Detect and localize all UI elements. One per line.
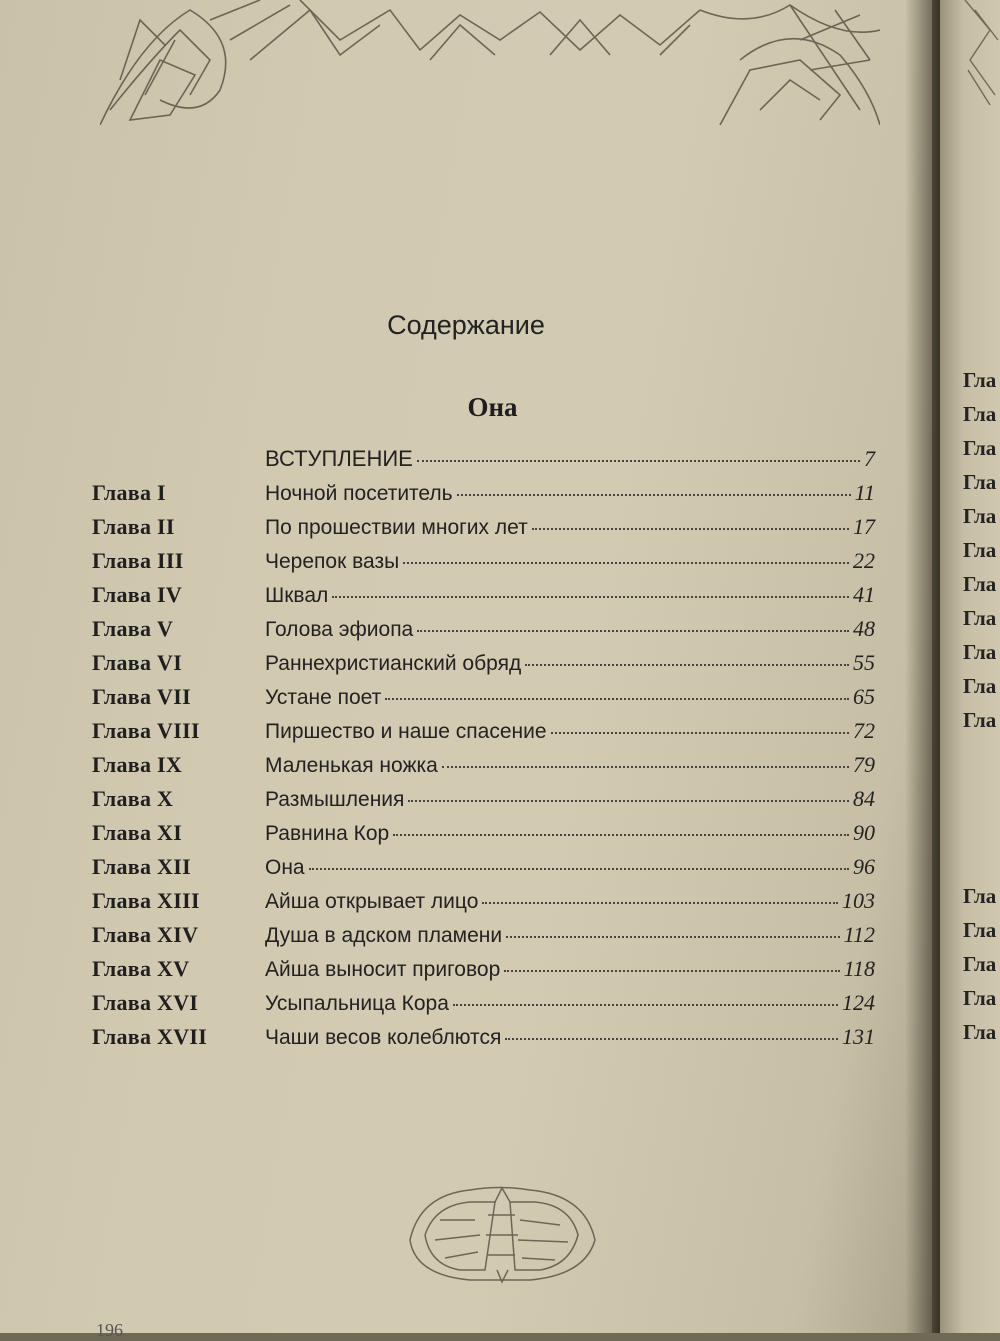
- dot-leader: [551, 732, 849, 734]
- toc-entry: [265, 548, 875, 574]
- chapter-title: Равнина Кор: [265, 822, 390, 845]
- chapter-page: 90: [853, 820, 875, 845]
- book-title: Она: [467, 392, 518, 422]
- chapter-title: Устане поет: [265, 686, 382, 709]
- chapter-number: Глава XI: [92, 820, 183, 845]
- chapter-number: Глава VI: [92, 650, 183, 675]
- adjacent-label: Гла: [963, 986, 997, 1010]
- chapter-title: По прошествии многих лет: [265, 516, 528, 539]
- adjacent-label: Гла: [963, 708, 997, 732]
- toc-row[interactable]: [0, 582, 932, 614]
- chapter-number: Глава XVI: [92, 990, 199, 1015]
- chapter-title: Усыпальница Кора: [265, 992, 449, 1015]
- dot-leader: [417, 630, 849, 632]
- adjacent-label: Гла: [963, 606, 997, 630]
- dot-leader: [482, 902, 838, 904]
- chapter-page: 17: [853, 514, 875, 539]
- chapter-title: Маленькая ножка: [265, 754, 438, 777]
- chapter-page: 84: [853, 786, 875, 811]
- chapter-page: 96: [853, 854, 875, 879]
- toc-row[interactable]: [0, 854, 932, 886]
- page-number: 196: [96, 1320, 123, 1340]
- chapter-title: Размышления: [265, 788, 405, 811]
- chapter-number: Глава V: [92, 616, 174, 641]
- toc-row[interactable]: [0, 616, 932, 648]
- dot-leader: [393, 834, 849, 836]
- chapter-page: 103: [842, 888, 875, 913]
- chapter-title: Черепок вазы: [265, 550, 400, 573]
- toc-row[interactable]: [0, 888, 932, 920]
- toc-entry: [265, 820, 875, 846]
- intro-page: 7: [864, 446, 875, 471]
- toc-entry: [265, 1024, 875, 1050]
- toc-entry: [265, 888, 875, 914]
- chapter-title: Душа в адском пламени: [265, 924, 503, 947]
- adjacent-label: Гла: [963, 402, 997, 426]
- chapter-number: Глава I: [92, 480, 166, 505]
- chapter-title: Шквал: [265, 584, 329, 607]
- dot-leader: [525, 664, 849, 666]
- toc-row[interactable]: [0, 548, 932, 580]
- toc-intro-entry[interactable]: [265, 446, 875, 476]
- toc-entry: [265, 650, 875, 676]
- chapter-number: Глава XII: [92, 854, 191, 879]
- chapter-number: Глава III: [92, 548, 184, 573]
- chapter-title: Она: [265, 856, 305, 879]
- bottom-ornament: [400, 1180, 600, 1285]
- chapter-number: Глава VII: [92, 684, 191, 709]
- chapter-title: Голова эфиопа: [265, 618, 414, 641]
- toc-row[interactable]: [0, 990, 932, 1022]
- toc-row[interactable]: [0, 718, 932, 750]
- chapter-title: Ночной посетитель: [265, 482, 453, 505]
- toc-entry: [265, 718, 875, 744]
- toc-entry: [265, 786, 875, 812]
- adjacent-label: Гла: [963, 470, 997, 494]
- toc-row[interactable]: [0, 956, 932, 988]
- dot-leader: [457, 494, 851, 496]
- chapter-page: 41: [853, 582, 875, 607]
- dot-leader: [506, 936, 840, 938]
- toc-row[interactable]: [0, 514, 932, 546]
- chapter-page: 124: [842, 990, 875, 1015]
- dot-leader: [504, 970, 839, 972]
- toc-entry: [265, 616, 875, 642]
- toc-entry: [265, 956, 875, 982]
- chapter-number: Глава XIII: [92, 888, 200, 913]
- toc-entry: [265, 684, 875, 710]
- dot-leader: [403, 562, 849, 564]
- chapter-number: Глава IX: [92, 752, 183, 777]
- dot-leader: [442, 766, 849, 768]
- toc-row[interactable]: [0, 650, 932, 682]
- toc-row[interactable]: [0, 922, 932, 954]
- chapter-page: 48: [853, 616, 875, 641]
- chapter-number: Глава XIV: [92, 922, 199, 947]
- chapter-title: Айша открывает лицо: [265, 890, 479, 913]
- gutter-shadow: [905, 0, 945, 1333]
- chapter-title: Айша выносит приговор: [265, 958, 501, 981]
- toc-entry: [265, 854, 875, 880]
- dot-leader: [417, 460, 860, 462]
- chapter-page: 118: [843, 956, 875, 981]
- chapter-page: 22: [853, 548, 875, 573]
- chapter-number: Глава XVII: [92, 1024, 208, 1049]
- adjacent-label: Гла: [963, 572, 997, 596]
- dot-leader: [309, 868, 849, 870]
- top-ornament-border: [100, 0, 880, 125]
- toc-entry: [265, 922, 875, 948]
- adjacent-label: Гла: [963, 640, 997, 664]
- chapter-page: 65: [853, 684, 875, 709]
- chapter-number: Глава IV: [92, 582, 183, 607]
- chapter-page: 72: [853, 718, 875, 743]
- dot-leader: [532, 528, 849, 530]
- dot-leader: [408, 800, 849, 802]
- chapter-page: 131: [842, 1024, 875, 1049]
- dot-leader: [453, 1004, 838, 1006]
- adjacent-label: Гла: [963, 918, 997, 942]
- dot-leader: [332, 596, 849, 598]
- contents-heading: Содержание: [387, 310, 545, 340]
- adjacent-label: Гла: [963, 504, 997, 528]
- toc-entry: [265, 480, 875, 506]
- toc-row[interactable]: [0, 1024, 932, 1056]
- chapter-number: Глава II: [92, 514, 175, 539]
- chapter-number: Глава XV: [92, 956, 190, 981]
- toc-entry: [265, 990, 875, 1016]
- adjacent-label: Гла: [963, 1020, 997, 1044]
- chapter-number: Глава VIII: [92, 718, 200, 743]
- chapter-page: 112: [843, 922, 875, 947]
- toc-row[interactable]: [0, 820, 932, 852]
- adjacent-label: Гла: [963, 952, 997, 976]
- adjacent-label: Гла: [963, 884, 997, 908]
- chapter-page: 55: [853, 650, 875, 675]
- chapter-title: Пиршество и наше спасение: [265, 720, 547, 743]
- chapter-page: 11: [854, 480, 875, 505]
- chapter-title: Раннехристианский обряд: [265, 652, 522, 675]
- chapter-number: Глава X: [92, 786, 174, 811]
- toc-row[interactable]: [0, 786, 932, 818]
- adjacent-label: Гла: [963, 538, 997, 562]
- toc-row[interactable]: [0, 752, 932, 784]
- toc-row[interactable]: [0, 684, 932, 716]
- dot-leader: [505, 1038, 838, 1040]
- adjacent-ornament: [960, 0, 1000, 110]
- chapter-page: 79: [853, 752, 875, 777]
- toc-entry: [265, 582, 875, 608]
- dot-leader: [385, 698, 849, 700]
- chapter-title: Чаши весов колеблются: [265, 1026, 502, 1049]
- intro-label: ВСТУПЛЕНИЕ: [265, 446, 413, 471]
- toc-row[interactable]: [0, 480, 932, 512]
- adjacent-page: [940, 0, 1000, 1333]
- adjacent-label: Гла: [963, 368, 997, 392]
- toc-entry: [265, 514, 875, 540]
- toc-entry: [265, 752, 875, 778]
- adjacent-label: Гла: [963, 436, 997, 460]
- adjacent-label: Гла: [963, 674, 997, 698]
